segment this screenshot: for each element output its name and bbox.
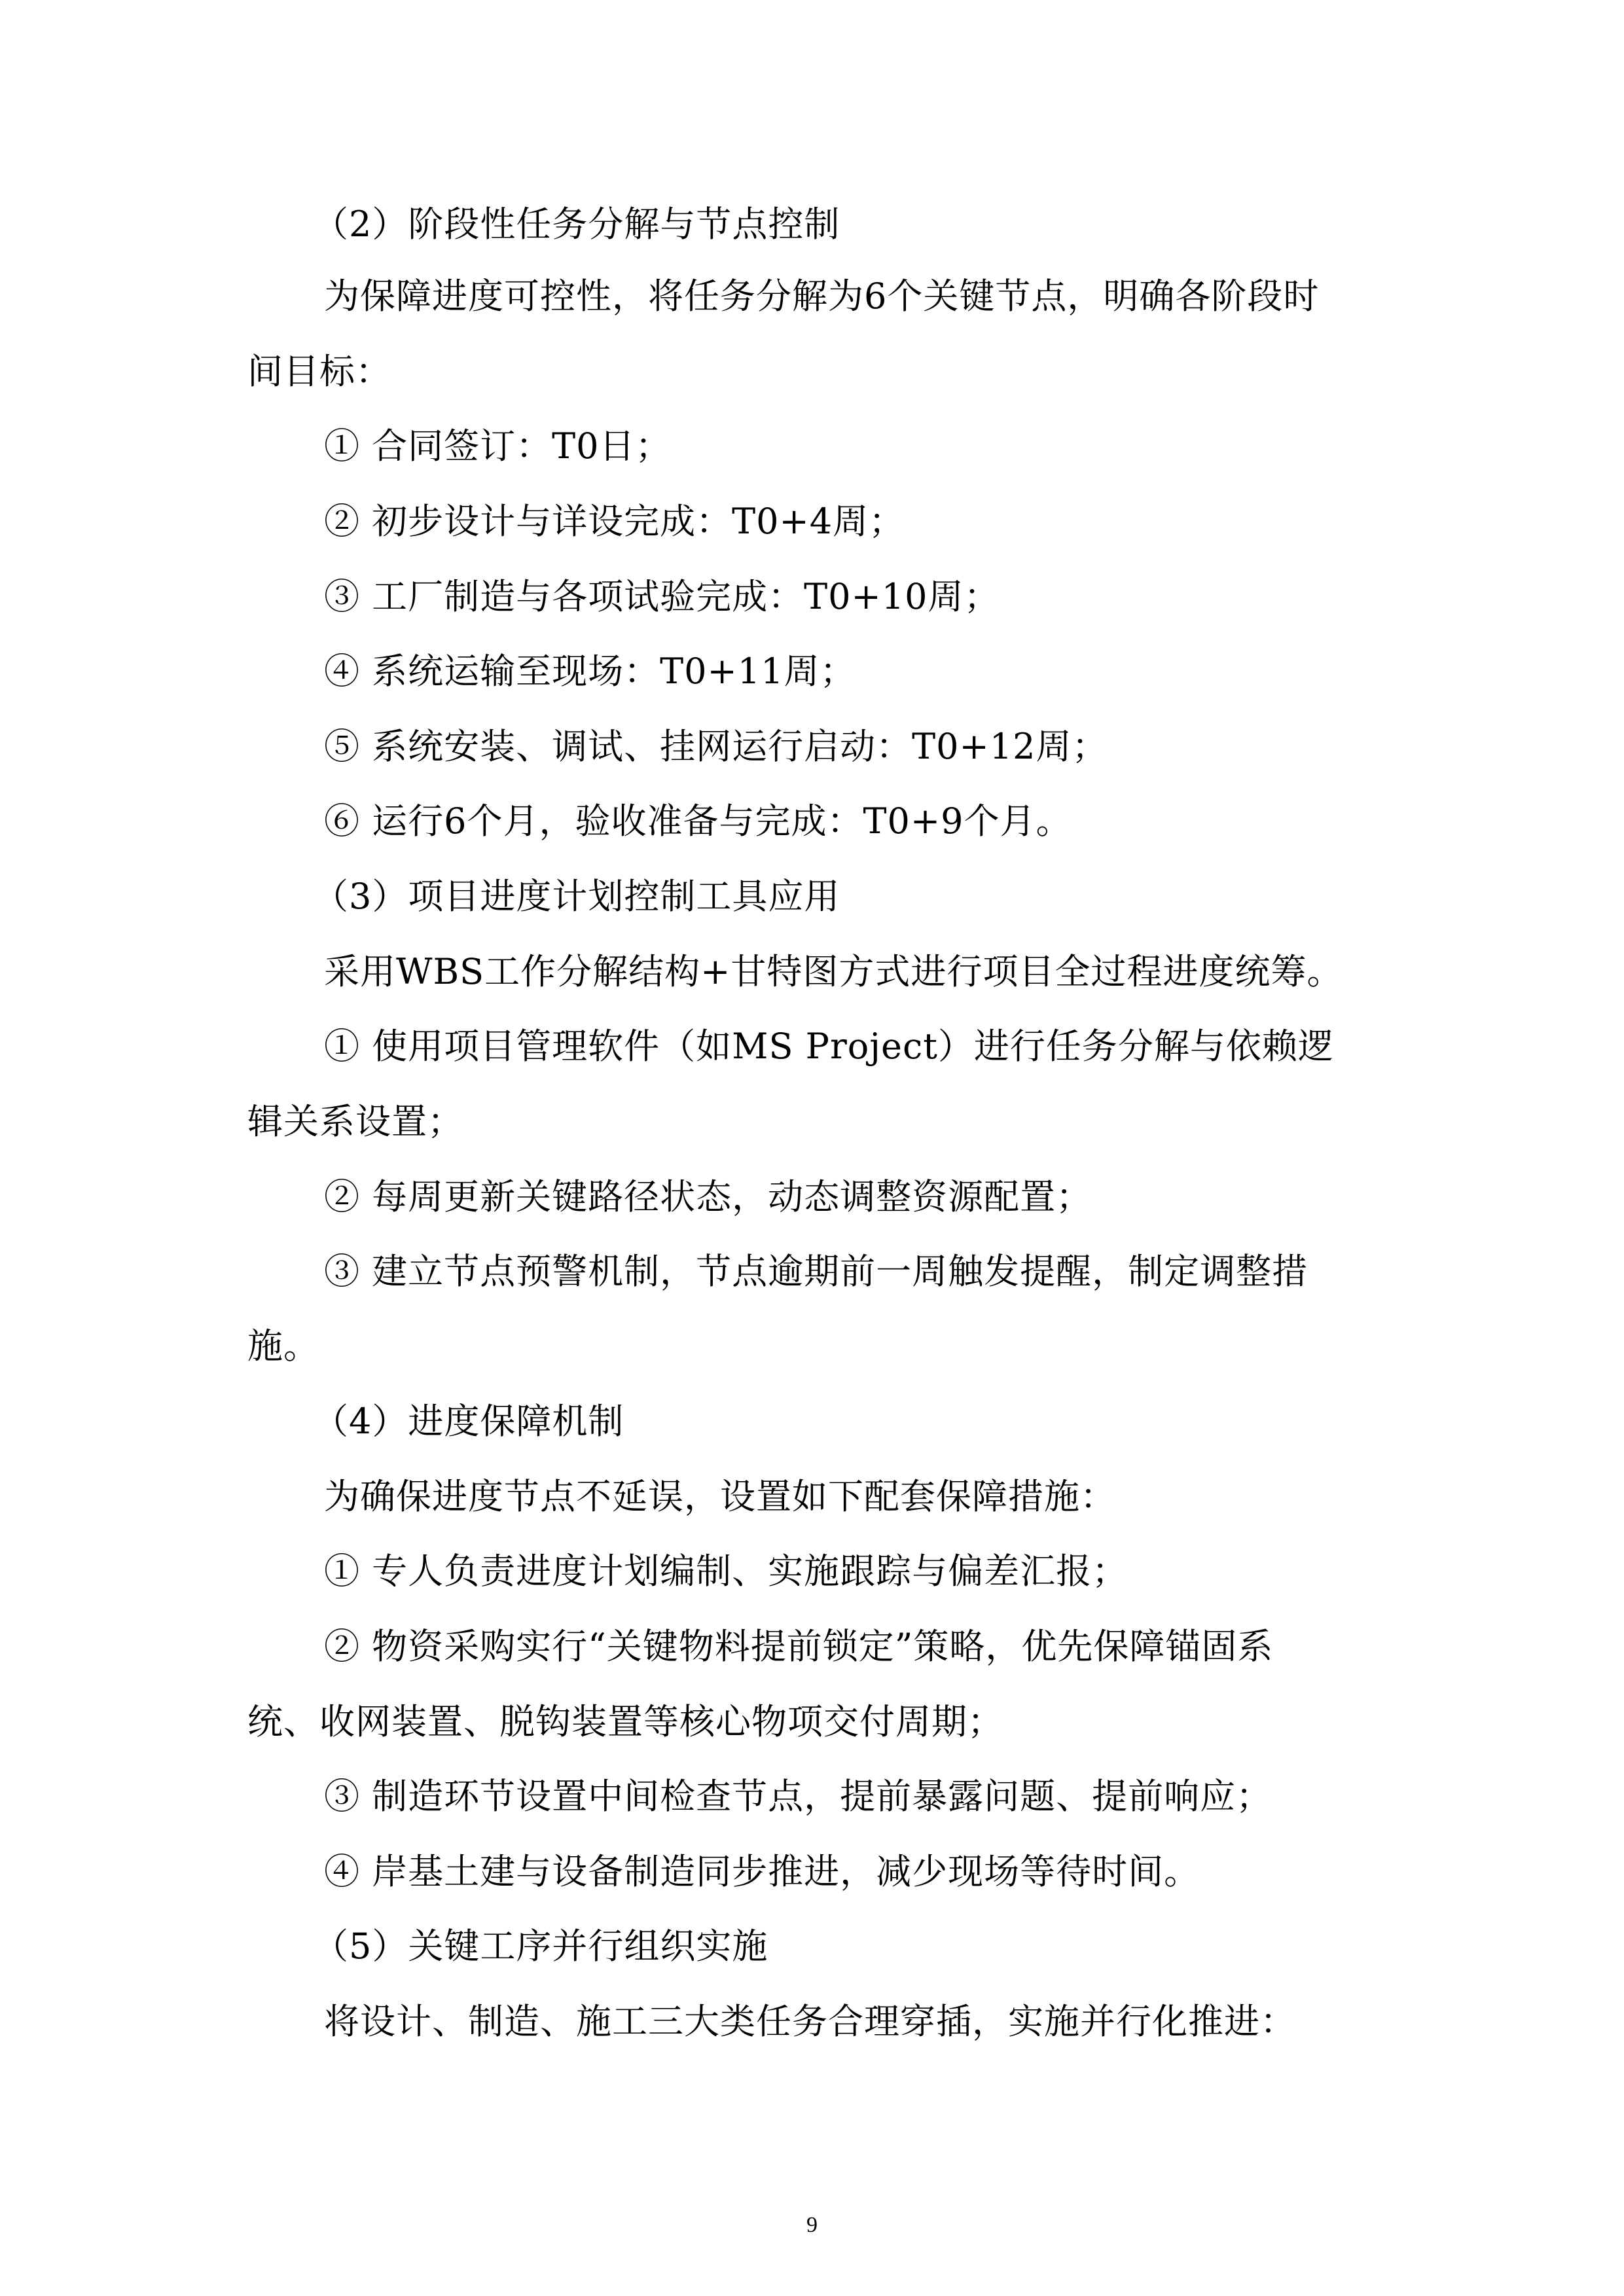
list-item: ⑥ 运行6个月，验收准备与完成：T0+9个月。	[324, 800, 1072, 842]
paragraph-line: 为确保进度节点不延误，设置如下配套保障措施：	[324, 1476, 1116, 1517]
list-item: ① 使用项目管理软件（如MS Project）进行任务分解与依赖逻	[324, 1026, 1334, 1067]
paragraph-line: 间目标：	[247, 351, 391, 392]
list-item: ③ 制造环节设置中间检查节点，提前暴露问题、提前响应；	[324, 1776, 1272, 1817]
list-item-continuation: 统、收网装置、脱钩装置等核心物项交付周期；	[247, 1701, 1003, 1742]
list-item-continuation: 施。	[247, 1325, 319, 1367]
section-heading-2: （2）阶段性任务分解与节点控制	[313, 204, 840, 245]
page-number: 9	[806, 2213, 818, 2237]
list-item: ② 每周更新关键路径状态，动态调整资源配置；	[324, 1176, 1092, 1217]
list-item: ④ 岸基土建与设备制造同步推进，减少现场等待时间。	[324, 1851, 1200, 1892]
list-item-continuation: 辑关系设置；	[247, 1101, 463, 1142]
list-item: ① 合同签订：T0日；	[324, 425, 672, 467]
list-item: ③ 建立节点预警机制，节点逾期前一周触发提醒，制定调整措	[324, 1251, 1308, 1292]
list-item: ② 物资采购实行“关键物料提前锁定”策略，优先保障锚固系	[324, 1626, 1274, 1667]
section-heading-5: （5）关键工序并行组织实施	[313, 1926, 768, 1967]
paragraph-line: 为保障进度可控性，将任务分解为6个关键节点，明确各阶段时	[324, 276, 1320, 317]
paragraph-line: 采用WBS工作分解结构+甘特图方式进行项目全过程进度统筹。	[324, 951, 1343, 992]
list-item: ④ 系统运输至现场：T0+11周；	[324, 651, 856, 692]
list-item: ③ 工厂制造与各项试验完成：T0+10周；	[324, 576, 1000, 617]
list-item: ① 专人负责进度计划编制、实施跟踪与偏差汇报；	[324, 1551, 1128, 1592]
paragraph-line: 将设计、制造、施工三大类任务合理穿插，实施并行化推进：	[324, 2001, 1296, 2042]
list-item: ② 初步设计与详设完成：T0+4周；	[324, 501, 905, 542]
section-heading-3: （3）项目进度计划控制工具应用	[313, 876, 840, 917]
section-heading-4: （4）进度保障机制	[313, 1401, 624, 1442]
list-item: ⑤ 系统安装、调试、挂网运行启动：T0+12周；	[324, 726, 1108, 767]
